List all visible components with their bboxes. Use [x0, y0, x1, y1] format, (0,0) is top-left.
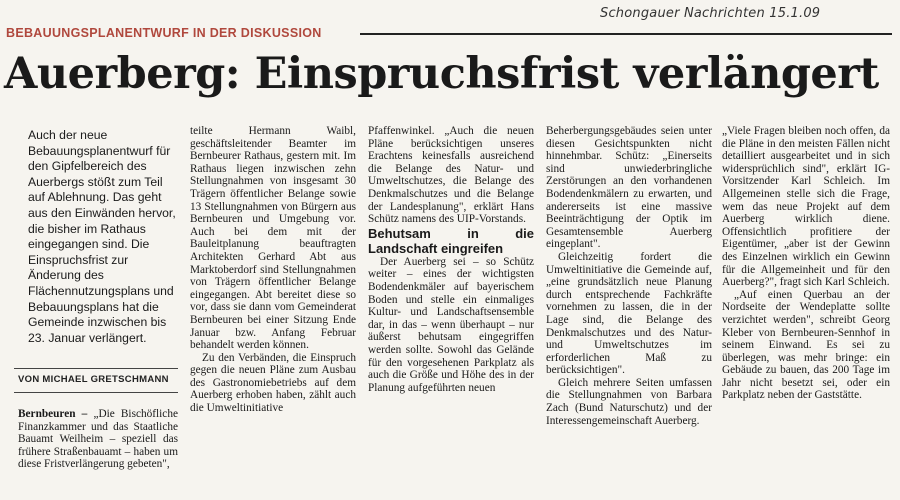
column-2-paragraph-1: teilte Hermann Waibl, geschäftsleitender Beamter im Bernbeurer Rathaus, gestern mit. Im Rathaus liegen inzwischen zehn Stellungnahmen von insgesamt 30 Trägern öffentlicher Belange sowie 13 Stellungnahmen von Bürgern aus Bernbeuren und Umgebung vor. Auch bei dem mit der Bauleitplanung beauftragten Architekten Gerhard Abt aus Marktoberdorf sind Stellungnahmen von Trägern öffentlicher Belange eingegangen. Abt bereitet diese so vor, dass sie dann vom Gemeinderat Bernbeuren bei einer Sitzung Ende Januar bzw. Anfang Februar behandelt werden können.	[190, 125, 356, 352]
byline-rule-bottom	[14, 392, 178, 393]
column-3	[368, 125, 534, 495]
column-2-paragraph-2: Zu den Verbänden, die Einspruch gegen die neuen Pläne zum Ausbau des Gastronomiebetriebs auf dem Auerberg erhoben haben, zählt auch die Umweltinitiative	[190, 351, 356, 415]
column-4-paragraph-3: Gleich mehrere Seiten umfassen die Stellungnahmen von Barbara Zach (Bund Naturschutz) und der Interessengemeinschaft Auerberg.	[546, 376, 712, 427]
column-1	[18, 408, 178, 494]
column-2	[190, 125, 356, 495]
column-4-paragraph-1: Beherbergungsgebäudes seien unter diesen Gesichtspunkten nicht hinnehmbar. Schütz: „Einerseits sind unwiederbringliche Zerstörungen an den vorhandenen Bodendenkmälern zu erwarten, und andererseits ist eine massive Beeinträchtigung der Optik im Gesamtensemble Auerberg eingeplant".	[546, 125, 712, 251]
column-3-paragraph-2: Der Auerberg sei – so Schütz weiter – eines der wichtigsten Bodendenkmäler auf bayerischem Boden und stelle ein einmaliges Kultur- und Landschaftsensemble dar, in das – wenn überhaupt – nur äußerst behutsam eingegriffen werden sollte. Sowohl das Gelände für den vorgesehenen Parkplatz als auch die Größe und Höhe des in der Planung aufgeführten neuen	[368, 255, 534, 394]
column-1-text: „Die Bischöfliche Finanzkammer und das Staatliche Bauamt Weilheim – speziell das frühere Straßenbauamt – haben um diese Fristverlängerung gebeten",	[18, 408, 178, 471]
article-kicker: BEBAUUNGSPLANENTWURF IN DER DISKUSSION	[6, 26, 322, 40]
column-5-paragraph-2: „Auf einen Querbau an der Nordseite der Wendeplatte sollte verzichtet werden", schreibt Georg Kleber von Bernbeuren-Sennhof in seinem Einwand. Es sei zu überlegen, was mehr bringe: ein Gebäude zu bauen, das 200 Tage im Jahr nicht besetzt sei, oder ein Parkplatz neben der Gaststätte.	[722, 288, 890, 402]
column-4	[546, 125, 712, 495]
newspaper-source-handwritten: Schongauer Nachrichten 15.1.09	[600, 6, 821, 21]
column-3-paragraph-1: Pfaffenwinkel. „Auch die neuen Pläne berücksichtigen unseres Erachtens keinesfalls ausreichend die Belange des Natur- und Umweltschutzes, die Belange des Denkmalschutzes und die Belange der Landesplanung", erklärt Hans Schütz namens des UIP-Vorstands.	[368, 125, 534, 226]
column-5-paragraph-1: „Viele Fragen bleiben noch offen, da die Pläne in den meisten Fällen nicht detailliert ausgearbeitet und in sich widersprüchlich sind", erklärt IG-Vorsitzender Karl Schleich. Im Allgemeinen stelle sich die Frage, wem das neue Projekt auf dem Auerberg wirklich diene. Offensichtlich profitiere der Eigentümer, „aber ist der Gewinn des Einzelnen wirklich ein Gewinn für die Allgemeinheit und für den Auerberg?", fragt sich Karl Schleich.	[722, 125, 890, 289]
dateline: Bernbeuren –	[18, 408, 88, 420]
subheading: Behutsam in die Landschaft eingreifen	[368, 225, 534, 256]
column-4-paragraph-2: Gleichzeitig fordert die Umweltinitiative die Gemeinde auf, „eine grundsätzlich neue Planung durch entsprechende Fachkräfte vornehmen zu lassen, die in der Lage sind, die Belange des Denkmalschutzes und des Natur- und Umweltschutzes im erforderlichen Maß zu berücksichtigen".	[546, 250, 712, 377]
article-headline: Auerberg: Einspruchsfrist verlängert	[4, 49, 879, 99]
kicker-rule	[360, 33, 892, 35]
article-lead: Auch der neue Bebauungsplanentwurf für den Gipfelbereich des Auerbergs stößt zum Teil auf Ablehnung. Das geht aus den Einwänden hervor, die bisher im Rathaus eingegangen sind. Die Einspruchsfrist zur Änderung des Flächennutzungsplans und Bebauungsplans hat die Gemeinde inzwischen bis 23. Januar verlängert.	[28, 128, 176, 345]
column-5	[722, 125, 890, 495]
byline-rule-top	[14, 368, 178, 369]
article-byline: VON MICHAEL GRETSCHMANN	[18, 374, 169, 385]
column-1-paragraph	[18, 408, 178, 471]
